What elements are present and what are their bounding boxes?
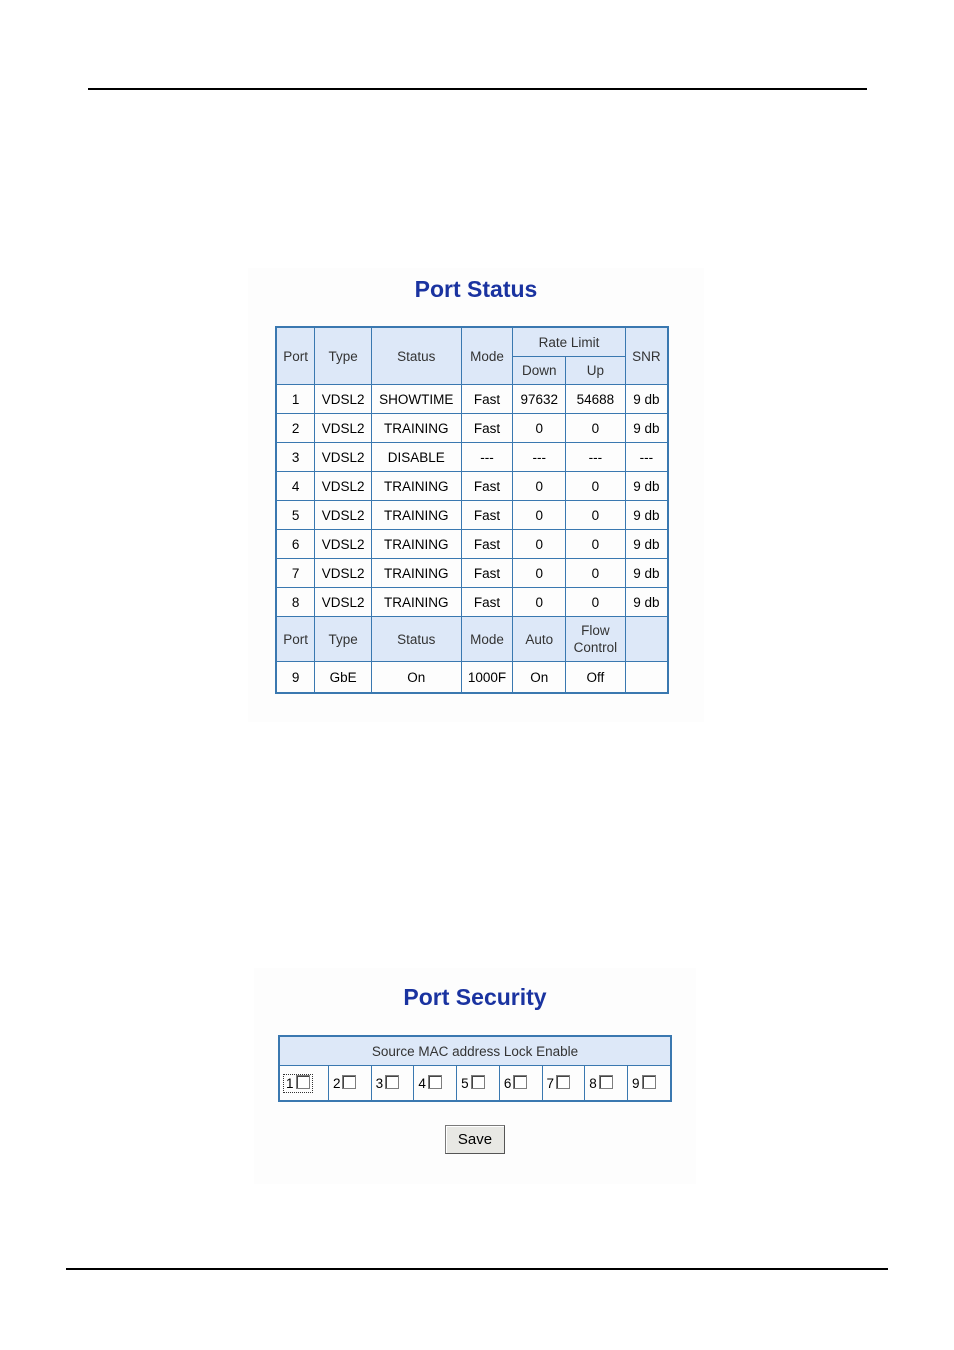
gbe-header-empty <box>625 617 668 662</box>
cell-down: 0 <box>513 588 566 617</box>
port-lock-label: 8 <box>589 1076 597 1091</box>
port-lock-option-9[interactable] <box>632 1076 656 1091</box>
cell-down: 0 <box>513 530 566 559</box>
port-lock-cell-5 <box>457 1066 500 1102</box>
port-lock-checkbox-4[interactable] <box>428 1075 442 1089</box>
port-lock-cell-8 <box>585 1066 628 1102</box>
port-lock-cell-3 <box>371 1066 414 1102</box>
cell-status: TRAINING <box>371 559 461 588</box>
port-lock-cell-2 <box>328 1066 371 1102</box>
cell-up: --- <box>566 443 626 472</box>
cell-status: TRAINING <box>371 414 461 443</box>
cell-type: VDSL2 <box>315 559 372 588</box>
table-row <box>276 472 668 501</box>
cell-snr: 9 db <box>625 501 668 530</box>
port-status-title: Port Status <box>414 276 538 302</box>
cell-snr: 9 db <box>625 414 668 443</box>
cell-mode: --- <box>461 443 513 472</box>
header-status: Status <box>371 327 461 385</box>
port-lock-label: 2 <box>332 1076 341 1091</box>
cell-down: 0 <box>513 501 566 530</box>
cell-down: --- <box>513 443 566 472</box>
cell-port: 5 <box>276 501 315 530</box>
port-lock-checkbox-3[interactable] <box>385 1075 399 1089</box>
port-lock-checkbox-9[interactable] <box>642 1075 656 1089</box>
gbe-cell-port: 9 <box>276 662 315 694</box>
gbe-cell-mode: 1000F <box>461 662 513 694</box>
cell-port: 8 <box>276 588 315 617</box>
security-header-row <box>279 1036 671 1066</box>
port-lock-option-7[interactable] <box>547 1076 571 1091</box>
cell-snr: 9 db <box>625 530 668 559</box>
top-rule <box>88 88 867 90</box>
header-type: Type <box>315 327 372 385</box>
cell-mode: Fast <box>461 530 513 559</box>
cell-status: SHOWTIME <box>371 385 461 414</box>
header-down: Down <box>513 357 566 385</box>
cell-port: 1 <box>276 385 315 414</box>
cell-type: VDSL2 <box>315 501 372 530</box>
gbe-header-type: Type <box>315 617 372 662</box>
cell-port: 6 <box>276 530 315 559</box>
port-lock-label: 9 <box>631 1076 640 1091</box>
port-lock-cell-7 <box>542 1066 585 1102</box>
cell-down: 0 <box>513 472 566 501</box>
port-lock-cell-9 <box>627 1066 671 1102</box>
port-lock-cell-6 <box>499 1066 542 1102</box>
security-checkbox-row <box>279 1066 671 1102</box>
cell-snr: 9 db <box>625 385 668 414</box>
port-lock-option-6[interactable] <box>504 1076 528 1091</box>
gbe-header-port: Port <box>276 617 315 662</box>
cell-status: DISABLE <box>371 443 461 472</box>
table-row <box>276 385 668 414</box>
cell-port: 7 <box>276 559 315 588</box>
port-status-table <box>275 326 669 694</box>
cell-down: 0 <box>513 414 566 443</box>
cell-type: VDSL2 <box>315 385 372 414</box>
header-up: Up <box>566 357 626 385</box>
cell-mode: Fast <box>461 414 513 443</box>
header-port: Port <box>276 327 315 385</box>
header-snr: SNR <box>625 327 668 385</box>
cell-type: VDSL2 <box>315 588 372 617</box>
cell-up: 0 <box>566 472 626 501</box>
cell-up: 0 <box>566 588 626 617</box>
source-mac-lock-header: Source MAC address Lock Enable <box>279 1036 671 1066</box>
table-row <box>276 559 668 588</box>
port-lock-checkbox-2[interactable] <box>342 1075 356 1089</box>
port-lock-checkbox-5[interactable] <box>471 1075 485 1089</box>
gbe-cell-type: GbE <box>315 662 372 694</box>
gbe-row <box>276 662 668 694</box>
gbe-header-row <box>276 617 668 662</box>
cell-down: 0 <box>513 559 566 588</box>
port-lock-label: 6 <box>503 1076 512 1091</box>
port-lock-checkbox-6[interactable] <box>513 1075 527 1089</box>
cell-up: 0 <box>566 501 626 530</box>
table-row <box>276 414 668 443</box>
header-rate-limit: Rate Limit <box>513 327 625 357</box>
cell-up: 54688 <box>566 385 626 414</box>
table-row <box>276 530 668 559</box>
cell-snr: 9 db <box>625 559 668 588</box>
cell-type: VDSL2 <box>315 443 372 472</box>
table-row <box>276 588 668 617</box>
cell-mode: Fast <box>461 385 513 414</box>
cell-status: TRAINING <box>371 530 461 559</box>
port-lock-label: 3 <box>375 1076 384 1091</box>
port-lock-option-3[interactable] <box>376 1076 400 1091</box>
cell-status: TRAINING <box>371 588 461 617</box>
gbe-header-auto: Auto <box>513 617 566 662</box>
port-lock-checkbox-8[interactable] <box>599 1075 613 1089</box>
port-security-table <box>278 1035 672 1102</box>
port-lock-option-2[interactable] <box>333 1076 357 1091</box>
cell-snr: 9 db <box>625 588 668 617</box>
bottom-rule <box>66 1268 888 1270</box>
port-lock-option-8[interactable] <box>589 1076 613 1091</box>
table-header-row <box>276 327 668 357</box>
cell-up: 0 <box>566 530 626 559</box>
cell-status: TRAINING <box>371 472 461 501</box>
gbe-cell-empty <box>625 662 668 694</box>
table-row <box>276 443 668 472</box>
cell-port: 3 <box>276 443 315 472</box>
cell-snr: --- <box>625 443 668 472</box>
port-security-panel <box>254 968 696 1184</box>
gbe-cell-status: On <box>371 662 461 694</box>
save-button[interactable]: Save <box>445 1125 505 1154</box>
cell-mode: Fast <box>461 559 513 588</box>
cell-type: VDSL2 <box>315 530 372 559</box>
port-lock-checkbox-1[interactable] <box>296 1075 310 1089</box>
header-mode: Mode <box>461 327 513 385</box>
cell-snr: 9 db <box>625 472 668 501</box>
cell-mode: Fast <box>461 501 513 530</box>
cell-up: 0 <box>566 414 626 443</box>
cell-up: 0 <box>566 559 626 588</box>
cell-port: 2 <box>276 414 315 443</box>
gbe-header-status: Status <box>371 617 461 662</box>
port-status-panel <box>248 268 704 722</box>
gbe-header-mode: Mode <box>461 617 513 662</box>
port-security-title: Port Security <box>403 984 547 1010</box>
gbe-cell-auto: On <box>513 662 566 694</box>
cell-type: VDSL2 <box>315 472 372 501</box>
port-status-rows <box>276 385 668 617</box>
port-lock-option-5[interactable] <box>461 1076 485 1091</box>
cell-mode: Fast <box>461 588 513 617</box>
port-lock-label: 5 <box>461 1076 469 1091</box>
port-lock-option-4[interactable] <box>418 1076 442 1091</box>
cell-type: VDSL2 <box>315 414 372 443</box>
cell-down: 97632 <box>513 385 566 414</box>
cell-mode: Fast <box>461 472 513 501</box>
gbe-cell-flow-control: Off <box>566 662 626 694</box>
port-lock-cell-1 <box>279 1066 328 1102</box>
port-lock-checkbox-7[interactable] <box>556 1075 570 1089</box>
port-lock-option-1[interactable] <box>284 1075 312 1092</box>
table-row <box>276 501 668 530</box>
cell-port: 4 <box>276 472 315 501</box>
port-lock-cell-4 <box>414 1066 457 1102</box>
port-lock-label: 4 <box>418 1076 426 1091</box>
port-lock-label: 1 <box>286 1076 294 1091</box>
gbe-header-flow-control: Flow Control <box>566 617 626 662</box>
port-lock-label: 7 <box>546 1076 555 1091</box>
cell-status: TRAINING <box>371 501 461 530</box>
